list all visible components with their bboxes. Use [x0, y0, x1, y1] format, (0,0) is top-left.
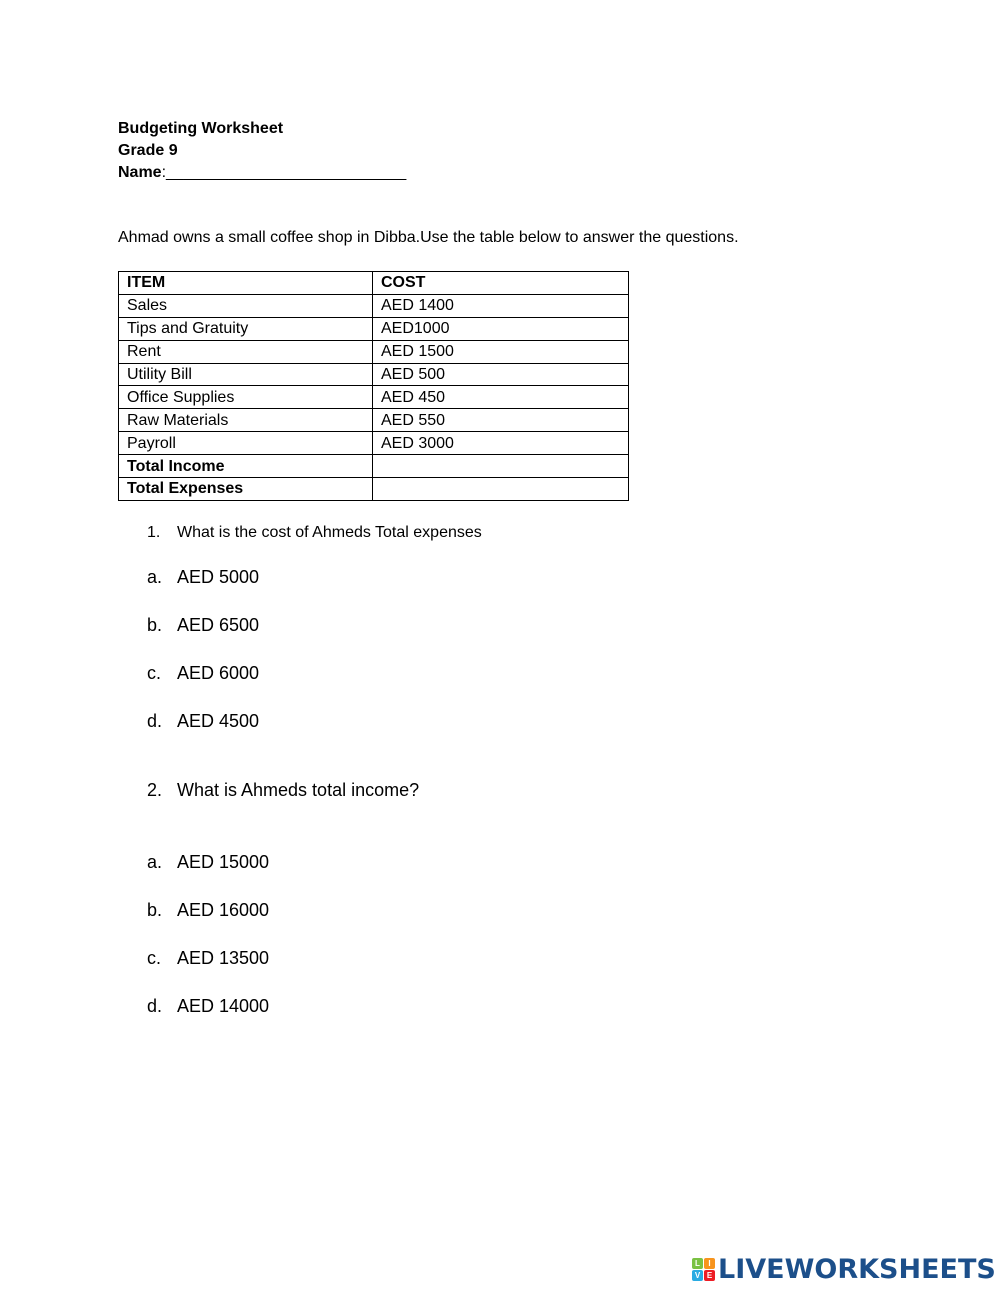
- item-cell: Raw Materials: [119, 409, 373, 432]
- intro-text: Ahmad owns a small coffee shop in Dibba.Use the table below to answer the questions.: [118, 229, 739, 246]
- total-expenses-label: Total Expenses: [119, 478, 373, 501]
- question-text: What is the cost of Ahmeds Total expenses: [177, 524, 482, 541]
- grade-label: Grade 9: [118, 142, 178, 159]
- cost-cell: AED 450: [373, 386, 629, 409]
- option-c[interactable]: AED 6000: [177, 663, 260, 683]
- liveworksheets-logo[interactable]: [692, 1254, 996, 1284]
- table-row: [119, 386, 629, 409]
- logo-letter: E: [704, 1270, 715, 1281]
- option-c[interactable]: AED 13500: [177, 948, 270, 968]
- item-cell: Utility Bill: [119, 363, 373, 386]
- option-d[interactable]: AED 14000: [177, 996, 270, 1016]
- logo-letter: V: [692, 1270, 703, 1281]
- table-row: [119, 317, 629, 340]
- logo-letter: I: [704, 1258, 715, 1269]
- table-row: [119, 409, 629, 432]
- table-row: [119, 363, 629, 386]
- option-letter: c.: [147, 948, 162, 968]
- name-input-line[interactable]: :___________________________: [161, 164, 407, 181]
- cost-cell: AED 500: [373, 363, 629, 386]
- option-letter: a.: [147, 852, 163, 872]
- cost-cell: AED1000: [373, 317, 629, 340]
- budget-table: [118, 271, 629, 501]
- cost-cell: AED 1400: [373, 294, 629, 317]
- item-cell: Office Supplies: [119, 386, 373, 409]
- question-text: What is Ahmeds total income?: [177, 780, 420, 800]
- total-income-row: [119, 455, 629, 478]
- name-label: Name: [118, 164, 162, 181]
- table-row: [119, 294, 629, 317]
- option-letter: d.: [147, 711, 163, 731]
- item-cell: Sales: [119, 294, 373, 317]
- total-income-label: Total Income: [119, 455, 373, 478]
- logo-letter: L: [692, 1258, 703, 1269]
- cost-cell: AED 550: [373, 409, 629, 432]
- column-header-item: ITEM: [119, 272, 373, 295]
- total-expenses-value[interactable]: [373, 478, 629, 501]
- liveworksheets-logo-icon: [692, 1258, 715, 1281]
- column-header-cost: COST: [373, 272, 629, 295]
- option-a[interactable]: AED 15000: [177, 852, 270, 872]
- item-cell: Tips and Gratuity: [119, 317, 373, 340]
- table-row: [119, 340, 629, 363]
- cost-cell: AED 3000: [373, 432, 629, 455]
- option-letter: b.: [147, 615, 163, 635]
- option-letter: a.: [147, 567, 163, 587]
- option-b[interactable]: AED 6500: [177, 615, 260, 635]
- option-b[interactable]: AED 16000: [177, 900, 270, 920]
- logo-wordmark: LIVEWORKSHEETS: [718, 1253, 996, 1285]
- table-header-row: [119, 272, 629, 295]
- name-row: [118, 162, 406, 184]
- total-income-value[interactable]: [373, 455, 629, 478]
- item-cell: Payroll: [119, 432, 373, 455]
- option-letter: c.: [147, 663, 162, 683]
- option-a[interactable]: AED 5000: [177, 567, 260, 587]
- option-d[interactable]: AED 4500: [177, 711, 260, 731]
- option-letter: b.: [147, 900, 163, 920]
- table-row: [119, 432, 629, 455]
- cost-cell: AED 1500: [373, 340, 629, 363]
- worksheet-title: Budgeting Worksheet: [118, 120, 284, 137]
- question-number: 2.: [147, 780, 163, 800]
- option-letter: d.: [147, 996, 163, 1016]
- item-cell: Rent: [119, 340, 373, 363]
- question-number: 1.: [147, 524, 161, 541]
- total-expenses-row: [119, 478, 629, 501]
